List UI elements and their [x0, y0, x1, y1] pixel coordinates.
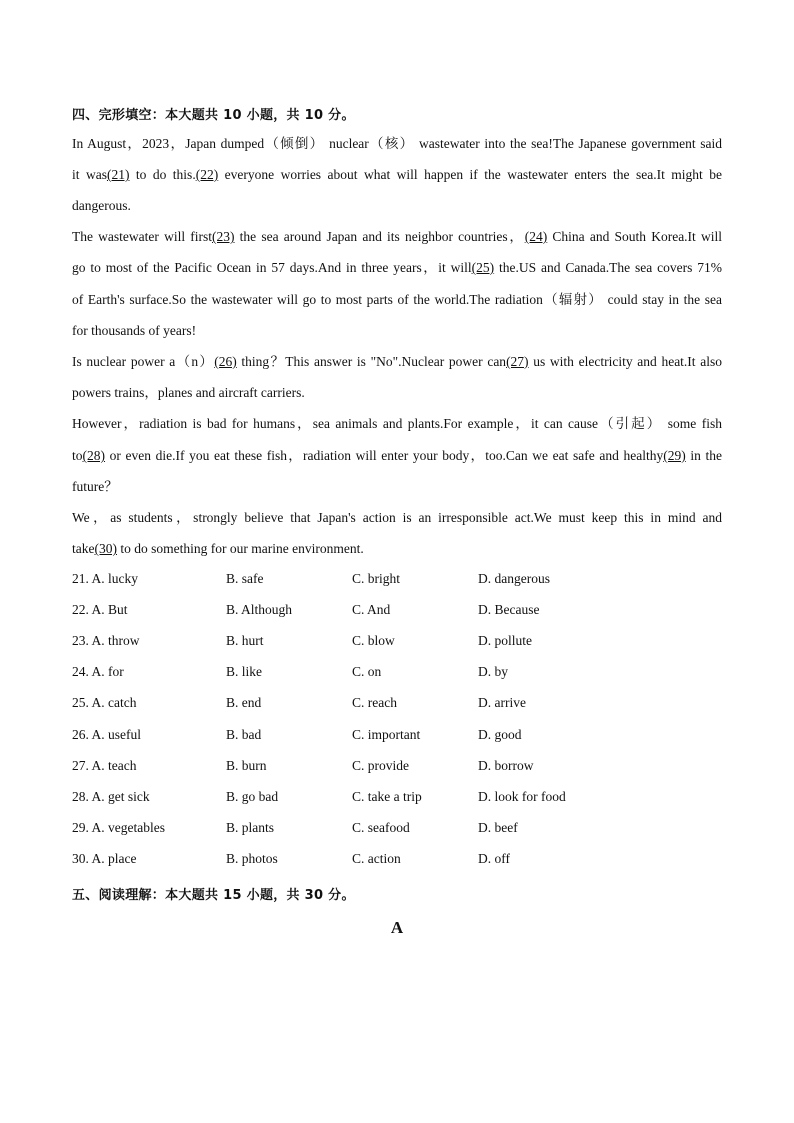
option-b: B. Although: [226, 602, 293, 617]
passage-text: for thousands of years!: [72, 323, 197, 338]
option-a: 22. A. But: [72, 602, 128, 617]
blank-number: (28): [82, 448, 106, 463]
option-b: B. end: [226, 695, 262, 710]
blank-number: (22): [195, 167, 219, 182]
option-c: C. important: [352, 727, 421, 742]
option-a: 23. A. throw: [72, 633, 140, 648]
passage-text: In August，2023，Japan dumped（倾倒） nuclear（核） wastewater into the sea!The Japanese government said: [72, 136, 722, 151]
passage-label: A: [390, 918, 404, 937]
option-c: C. And: [352, 602, 391, 617]
passage-text: go to most of the Pacific Ocean in 57 days.And in three years，it will: [72, 260, 472, 275]
passage-line: [72, 165, 722, 185]
option-c: C. reach: [352, 695, 397, 710]
option-d: D. Because: [478, 602, 540, 617]
option-c: C. action: [352, 851, 401, 866]
option-b: B. plants: [226, 820, 275, 835]
option-a: 29. A. vegetables: [72, 820, 165, 835]
question-row: [72, 571, 732, 591]
passage-text: We，as students，strongly believe that Japan's action is an irresponsible act.We must keep this in mind and: [72, 510, 722, 525]
option-d: D. good: [478, 727, 522, 742]
question-row: [72, 727, 732, 747]
question-row: [72, 820, 732, 840]
option-d: D. dangerous: [478, 571, 550, 586]
question-row: [72, 758, 732, 778]
blank-number: (21): [106, 167, 130, 182]
option-a: 21. A. lucky: [72, 571, 138, 586]
option-b: B. burn: [226, 758, 267, 773]
question-row: [72, 789, 732, 809]
blank-number: (24): [524, 229, 548, 244]
passage-text: powers trains，planes and aircraft carriers.: [72, 385, 305, 400]
passage-line: [72, 134, 722, 154]
passage-text: it was: [72, 167, 107, 182]
option-a: 26. A. useful: [72, 727, 141, 742]
passage-line: [72, 352, 722, 372]
passage-line: [72, 321, 722, 341]
passage-text: to: [72, 448, 83, 463]
passage-text: future？: [72, 479, 118, 494]
passage-text: The wastewater will first: [72, 229, 212, 244]
passage-text: of Earth's surface.So the wastewater will go to most parts of the world.The radiation（辐射） could stay in the sea: [72, 292, 722, 307]
question-row: [72, 695, 732, 715]
option-a: 24. A. for: [72, 664, 124, 679]
option-d: D. off: [478, 851, 510, 866]
option-c: C. bright: [352, 571, 401, 586]
option-d: D. pollute: [478, 633, 532, 648]
passage-line: [72, 258, 722, 278]
option-c: C. seafood: [352, 820, 410, 835]
option-b: B. hurt: [226, 633, 264, 648]
section-four-title: 四、完形填空：本大题共 10 小题，共 10 分。: [72, 108, 355, 123]
option-c: C. provide: [352, 758, 409, 773]
blank-number: (27): [506, 354, 529, 369]
passage-text: dangerous.: [72, 198, 131, 213]
question-row: [72, 633, 732, 653]
blank-number: (30): [94, 541, 117, 556]
option-b: B. go bad: [226, 789, 279, 804]
passage-line: [72, 227, 722, 247]
passage-text: us with electricity and heat.It also: [528, 354, 722, 369]
passage-line: [72, 539, 722, 559]
passage-text: take: [72, 541, 95, 556]
passage-text: However，radiation is bad for humans，sea animals and plants.For example，it can cause（引起） some fish: [72, 416, 722, 431]
option-c: C. take a trip: [352, 789, 422, 804]
passage-text: thing？This answer is "No".Nuclear power can: [236, 354, 507, 369]
blank-number: (26): [214, 354, 237, 369]
option-a: 25. A. catch: [72, 695, 137, 710]
blank-number: (23): [212, 229, 235, 244]
option-d: D. look for food: [478, 789, 566, 804]
passage-line: [72, 383, 722, 403]
option-b: B. bad: [226, 727, 262, 742]
passage-text: to do this.: [129, 167, 196, 182]
option-b: B. photos: [226, 851, 278, 866]
passage-text: everyone worries about what will happen if the wastewater enters the sea.It might be: [218, 167, 722, 182]
blank-number: (29): [663, 448, 686, 463]
passage-line: [72, 414, 722, 434]
option-a: 30. A. place: [72, 851, 137, 866]
question-row: [72, 602, 732, 622]
option-d: D. by: [478, 664, 508, 679]
option-d: D. arrive: [478, 695, 526, 710]
passage-text: in the: [685, 448, 722, 463]
passage-text: China and South Korea.It will: [547, 229, 722, 244]
option-d: D. borrow: [478, 758, 534, 773]
section-five-title: 五、阅读理解：本大题共 15 小题，共 30 分。: [72, 888, 355, 903]
option-a: 28. A. get sick: [72, 789, 150, 804]
question-row: [72, 664, 732, 684]
passage-text: Is nuclear power a（n）: [72, 354, 215, 369]
blank-number: (25): [471, 260, 495, 275]
passage-line: [72, 290, 722, 310]
passage-text: the.US and Canada.The sea covers 71%: [494, 260, 722, 275]
option-b: B. like: [226, 664, 262, 679]
option-b: B. safe: [226, 571, 264, 586]
passage-text: to do something for our marine environment.: [117, 541, 364, 556]
option-a: 27. A. teach: [72, 758, 137, 773]
passage-line: [72, 196, 722, 216]
question-row: [72, 851, 732, 871]
option-c: C. on: [352, 664, 382, 679]
option-d: D. beef: [478, 820, 518, 835]
passage-line: [72, 508, 722, 528]
passage-line: [72, 477, 722, 497]
passage-line: [72, 446, 722, 466]
passage-text: or even die.If you eat these fish，radiation will enter your body，too.Can we eat safe and healthy: [105, 448, 664, 463]
passage-text: the sea around Japan and its neighbor countries，: [234, 229, 525, 244]
option-c: C. blow: [352, 633, 395, 648]
